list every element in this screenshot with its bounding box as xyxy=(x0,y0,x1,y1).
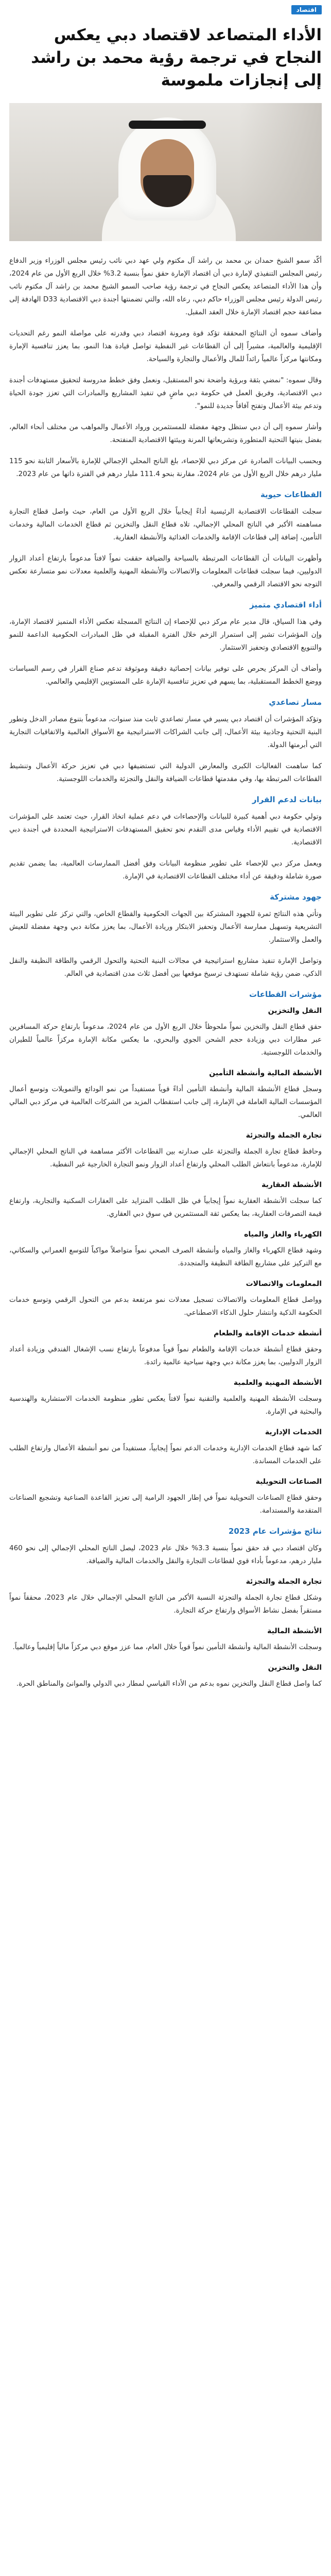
subsection-heading: الخدمات الإدارية xyxy=(265,1428,322,1436)
section-heading: مؤشرات القطاعات xyxy=(249,990,322,999)
subsection-heading: الصناعات التحويلية xyxy=(255,1478,322,1486)
article-paragraph: وسجل قطاع الأنشطة المالية وأنشطة التأمين أداءً قوياً مستفيداً من نمو الودائع والتمويلات وتوسع أعمال المؤسسات المالية العاملة في الإمارة، إلى جانب استقطاب المزيد من الشركات العالمية في مركز دبي المالي العالمي. xyxy=(9,1085,322,1119)
article-paragraph: حقق قطاع النقل والتخزين نمواً ملحوظاً خلال الربع الأول من عام 2024، مدعوماً بارتفاع حركة المسافرين عبر مطارات دبي وزيادة حجم الشحن الجوي والبحري، ما يعكس مكانة الإمارة مركزاً عالمياً للطيران والخدمات اللوجستية. xyxy=(9,1023,322,1057)
article-paragraph: ويعمل مركز دبي للإحصاء على تطوير منظومة البيانات وفق أفضل الممارسات العالمية، بما يضمن تقديم صورة شاملة ودقيقة عن أداء مختلف القطاعات الاقتصادية في الإمارة. xyxy=(9,859,322,880)
article-paragraph: وواصل قطاع المعلومات والاتصالات تسجيل معدلات نمو مرتفعة بدعم من التحول الرقمي وتوسع خدمات الحكومة الذكية وانتشار حلول الذكاء الاصطناعي. xyxy=(9,1296,322,1317)
article-headline: الأداء المتصاعد لاقتصاد دبي يعكس النجاح في ترجمة رؤية محمد بن راشد إلى إنجازات ملموسة xyxy=(31,26,322,90)
article-paragraph: وأظهرت البيانات أن القطاعات المرتبطة بالسياحة والضيافة حققت نمواً لافتاً مدعوماً بارتفاع أعداد الزوار الدوليين، فيما سجلت قطاعات المعلومات والاتصالات والأنشطة المهنية والعلمية معدلات نمو متسارعة تعكس التوجه نحو الاقتصاد الرقمي والمعرفي. xyxy=(9,554,322,588)
subsection-heading: الأنشطة المهنية والعلمية xyxy=(233,1379,322,1387)
subsection-heading: الأنشطة المالية xyxy=(267,1627,322,1635)
article-paragraph: وتولي حكومة دبي أهمية كبيرة للبيانات والإحصاءات في دعم عملية اتخاذ القرار، حيث تعتمد على المؤشرات الاقتصادية في تقييم الأداء وقياس مدى التقدم نحو تحقيق المستهدفات الاستراتيجية المحددة في أجندة دبي الاقتصادية. xyxy=(9,812,322,846)
section-heading: القطاعات حيوية xyxy=(260,490,322,499)
section-heading: مسار تصاعدي xyxy=(269,698,322,707)
article-paragraph: وفي هذا السياق، قال مدير عام مركز دبي للإحصاء إن النتائج المسجلة تعكس الأداء المتميز لاقتصاد الإمارة، وإن المؤشرات تشير إلى استمرار الزخم خلال الفترة المقبلة في ظل المبادرات الحكومية الداعمة للنمو والتنويع الاقتصادي وتحفيز الاستثمار. xyxy=(9,618,322,652)
article-paragraph: وأضاف سموه أن النتائج المحققة تؤكد قوة ومرونة اقتصاد دبي وقدرته على مواصلة النمو رغم التحديات الإقليمية والعالمية، مشيراً إلى أن القطاعات غير النفطية تواصل قيادة هذا النمو، بما يعزز تنافسية الإمارة ومكانتها مركزاً عالمياً رائداً للمال والأعمال والتجارة والسياحة. xyxy=(9,329,322,363)
article-paragraph: وأضاف أن المركز يحرص على توفير بيانات إحصائية دقيقة وموثوقة تدعم صناع القرار في رسم السياسات ووضع الخطط المستقبلية، بما يسهم في تعزيز تنافسية الإمارة على المستويين الإقليمي والعالمي. xyxy=(9,665,322,686)
section-heading: نتائج مؤشرات عام 2023 xyxy=(228,1527,322,1536)
section-heading: بيانات لدعم القرار xyxy=(252,795,322,804)
article-paragraph: وكان اقتصاد دبي قد حقق نمواً بنسبة 3.3% خلال عام 2023، ليصل الناتج المحلي الإجمالي إلى نحو 460 مليار درهم، مدعوماً بأداء قوي لقطاعات التجارة والنقل والخدمات المالية والضيافة. xyxy=(9,1544,322,1565)
hero-image xyxy=(9,103,322,241)
article-body xyxy=(9,255,322,1690)
article-paragraph: وقال سموه: "نمضي بثقة وبرؤية واضحة نحو المستقبل، ونعمل وفق خطط مدروسة لتحقيق مستهدفات أجندة دبي الاقتصادية، وفريق العمل في حكومة دبي ماضٍ في تنفيذ المشاريع والمبادرات التي تعزز جودة الحياة وتدعم بيئة الأعمال وتفتح آفاقاً جديدة للنمو". xyxy=(9,376,322,410)
article-paragraph: وشكل قطاع تجارة الجملة والتجزئة النسبة الأكبر من الناتج المحلي الإجمالي خلال عام 2023، محققاً نمواً مستقراً بفضل نشاط الأسواق وارتفاع حركة التجارة. xyxy=(9,1594,322,1615)
subsection-heading: تجارة الجملة والتجزئة xyxy=(246,1131,322,1140)
article-paragraph: كما واصل قطاع النقل والتخزين نموه بدعم من الأداء القياسي لمطار دبي الدولي والموانئ والمناطق الحرة. xyxy=(16,1680,322,1688)
article-paragraph: وحقق قطاع الصناعات التحويلية نمواً في إطار الجهود الرامية إلى تعزيز القاعدة الصناعية وتشجيع الصناعات المتقدمة والمستدامة. xyxy=(9,1494,322,1515)
subsection-heading: المعلومات والاتصالات xyxy=(246,1280,322,1288)
subsection-heading: النقل والتخزين xyxy=(268,1664,322,1672)
subsection-heading: تجارة الجملة والتجزئة xyxy=(246,1578,322,1586)
section-heading: جهود مشتركة xyxy=(270,892,322,902)
article-paragraph: وبحسب البيانات الصادرة عن مركز دبي للإحصاء، بلغ الناتج المحلي الإجمالي للإمارة بالأسعار الثابتة نحو 115 مليار درهم خلال الربع الأول من عام 2024، مقارنة بنحو 111.4 مليار درهم في الفترة ذاتها من عام 2023. xyxy=(9,457,322,478)
subsection-heading: الأنشطة العقارية xyxy=(262,1181,322,1189)
article-paragraph: سجلت القطاعات الاقتصادية الرئيسية أداءً إيجابياً خلال الربع الأول من العام، حيث واصل قطاع التجارة مساهمته الأكبر في الناتج المحلي الإجمالي، تلاه قطاع النقل والتخزين ثم قطاع الخدمات المالية وخدمات التأمين، إضافة إلى قطاعات الإقامة والخدمات الغذائية والأنشطة العقارية. xyxy=(9,507,322,541)
article-paragraph: وشهد قطاع الكهرباء والغاز والمياه وأنشطة الصرف الصحي نمواً متواصلاً مواكباً للتوسع العمراني والسكاني، مع التركيز على مشاريع الطاقة النظيفة والمتجددة. xyxy=(9,1246,322,1267)
article-paragraph: وأشار سموه إلى أن دبي ستظل وجهة مفضلة للمستثمرين ورواد الأعمال والمواهب من مختلف أنحاء العالم، بفضل بنيتها التحتية المتطورة وتشريعاتها المرنة وبيئتها الاقتصادية المنفتحة. xyxy=(9,423,322,444)
subsection-heading: أنشطة خدمات الإقامة والطعام xyxy=(214,1329,322,1337)
subsection-heading: النقل والتخزين xyxy=(268,1007,322,1015)
category-badge[interactable]: اقتصاد xyxy=(291,5,322,14)
article-paragraph: وتواصل الإمارة تنفيذ مشاريع استراتيجية في مجالات البنية التحتية والتحول الرقمي والطاقة النظيفة والنقل الذكي، ضمن رؤية شاملة تستهدف ترسيخ موقعها بين أفضل ثلاث مدن اقتصادية في العالم. xyxy=(9,957,322,978)
section-heading: أداء اقتصادي متميز xyxy=(250,600,322,609)
article-paragraph: أكّد سمو الشيخ حمدان بن محمد بن راشد آل مكتوم ولي عهد دبي نائب رئيس مجلس الوزراء وزير الدفاع رئيس المجلس التنفيذي لإمارة دبي أن اقتصاد الإمارة حقق نمواً بنسبة 3.2% خلال الربع الأول من عام 2024، وأن هذا الأداء المتصاعد يعكس النجاح في ترجمة رؤية صاحب السمو الشيخ محمد بن راشد آل مكتوم نائب رئيس الدولة رئيس مجلس الوزراء حاكم دبي، رعاه الله، والتي تضمنتها أجندة دبي الاقتصادية D33 الهادفة إلى مضاعفة حجم اقتصاد الإمارة خلال العقد المقبل. xyxy=(9,257,322,316)
subsection-heading: الكهرباء والغاز والمياه xyxy=(244,1230,322,1239)
article-paragraph: وسجلت الأنشطة المهنية والعلمية والتقنية نمواً لافتاً يعكس تطور منظومة الخدمات الاستشارية والهندسية والبحثية في الإمارة. xyxy=(9,1395,322,1416)
article-paragraph: وسجلت الأنشطة المالية وأنشطة التأمين نمواً قوياً خلال العام، مما عزز موقع دبي مركزاً مالياً إقليمياً وعالمياً. xyxy=(12,1643,322,1651)
article-paragraph: وحقق قطاع أنشطة خدمات الإقامة والطعام نمواً قوياً مدفوعاً بارتفاع نسب الإشغال الفندقي وزيادة أعداد الزوار الدوليين، بما يعزز مكانة دبي وجهة سياحية عالمية رائدة. xyxy=(9,1345,322,1366)
article-paragraph: وتؤكد المؤشرات أن اقتصاد دبي يسير في مسار تصاعدي ثابت منذ سنوات، مدعوماً بتنوع مصادر الدخل وتطور البنية التحتية وجاذبية بيئة الأعمال، إلى جانب الشراكات الاستراتيجية مع الأسواق العالمية والاتفاقيات التجارية التي أبرمتها الدولة. xyxy=(9,715,322,749)
article-paragraph: وتأتي هذه النتائج ثمرة للجهود المشتركة بين الجهات الحكومية والقطاع الخاص، والتي تركز على تطوير البيئة التشريعية وتسهيل ممارسة الأعمال وتحفيز الابتكار وريادة الأعمال، بما يعزز مكانة دبي وجهة مفضلة للعيش والعمل والاستثمار. xyxy=(9,910,322,944)
article-topbar xyxy=(9,0,322,18)
article-paragraph: وحافظ قطاع تجارة الجملة والتجزئة على صدارته بين القطاعات الأكثر مساهمة في الناتج المحلي الإجمالي للإمارة، مدعوماً بانتعاش الطلب المحلي وارتفاع أعداد الزوار ونمو التجارة الخارجية غير النفطية. xyxy=(9,1147,322,1168)
article-paragraph: كما شهد قطاع الخدمات الإدارية وخدمات الدعم نمواً إيجابياً، مستفيداً من نمو أنشطة الأعمال وارتفاع الطلب على الخدمات المساندة. xyxy=(9,1444,322,1465)
portrait-agal xyxy=(129,121,206,129)
article-paragraph: كما ساهمت الفعاليات الكبرى والمعارض الدولية التي تستضيفها دبي في تعزيز حركة الأعمال وتنشيط القطاعات المرتبطة بها، وفي مقدمتها قطاعات الضيافة والنقل والتجزئة والخدمات اللوجستية. xyxy=(9,762,322,783)
portrait-background-shade xyxy=(239,103,322,241)
article-paragraph: كما سجلت الأنشطة العقارية نمواً إيجابياً في ظل الطلب المتزايد على العقارات السكنية والتجارية، وارتفاع قيمة التصرفات العقارية، بما يعكس ثقة المستثمرين في سوق دبي العقاري. xyxy=(9,1197,322,1218)
subsection-heading: الأنشطة المالية وأنشطة التأمين xyxy=(209,1069,322,1077)
